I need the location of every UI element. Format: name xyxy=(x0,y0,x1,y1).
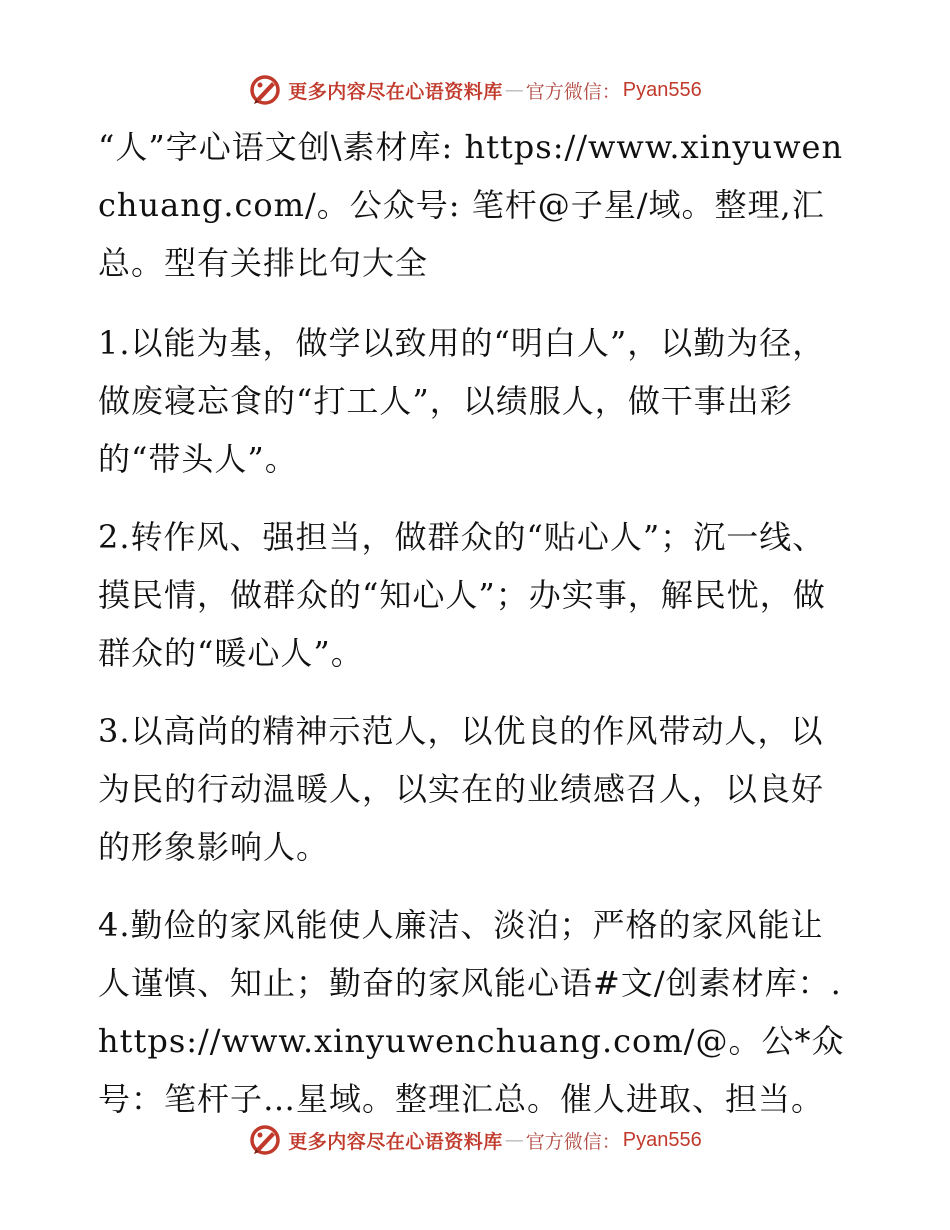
list-item-3: 3.以高尚的精神示范人，以优良的作风带动人，以为民的行动温暖人，以实在的业绩感召人，以良好的形象影响人。 xyxy=(98,712,825,866)
list-item-1: 1.以能为基，做学以致用的“明白人”，以勤为径，做废寝忘食的“打工人”，以绩服人，做干事出彩的“带头人”。 xyxy=(98,324,826,478)
banner-official-label: 官方微信： xyxy=(525,1130,621,1153)
footer-watermark-banner xyxy=(0,1120,950,1160)
banner-separator: — xyxy=(504,79,524,101)
banner-main-text: 更多内容尽在心语资料库 xyxy=(288,1130,503,1153)
header-watermark-banner xyxy=(0,70,950,110)
pen-logo-icon xyxy=(248,73,282,107)
banner-main-text: 更多内容尽在心语资料库 xyxy=(288,80,503,103)
banner-separator: — xyxy=(504,1129,524,1151)
pen-logo-icon xyxy=(248,1123,282,1157)
intro-paragraph: “人”字心语文创\素材库: https://www.xinyuwenchuang.com/。公众号: 笔杆@子星/域。整理,汇总。型有关排比句大全 xyxy=(98,128,844,282)
list-item-4: 4.勤俭的家风能使人廉洁、淡泊；严格的家风能让人谨慎、知止；勤奋的家风能心语#文/创素材库：.https://www.xinyuwenchuang.com/@。公*众号：笔杆子…星域。整理汇总。催人进取、担当。 xyxy=(98,906,845,1118)
list-item-2: 2.转作风、强担当，做群众的“贴心人”；沉一线、摸民情，做群众的“知心人”；办实事，解民忧，做群众的“暖心人”。 xyxy=(98,518,826,672)
document-body xyxy=(98,118,850,1148)
banner-wechat-id: Pyan556 xyxy=(622,78,702,101)
banner-wechat-id: Pyan556 xyxy=(622,1128,702,1151)
banner-official-label: 官方微信： xyxy=(525,80,621,103)
